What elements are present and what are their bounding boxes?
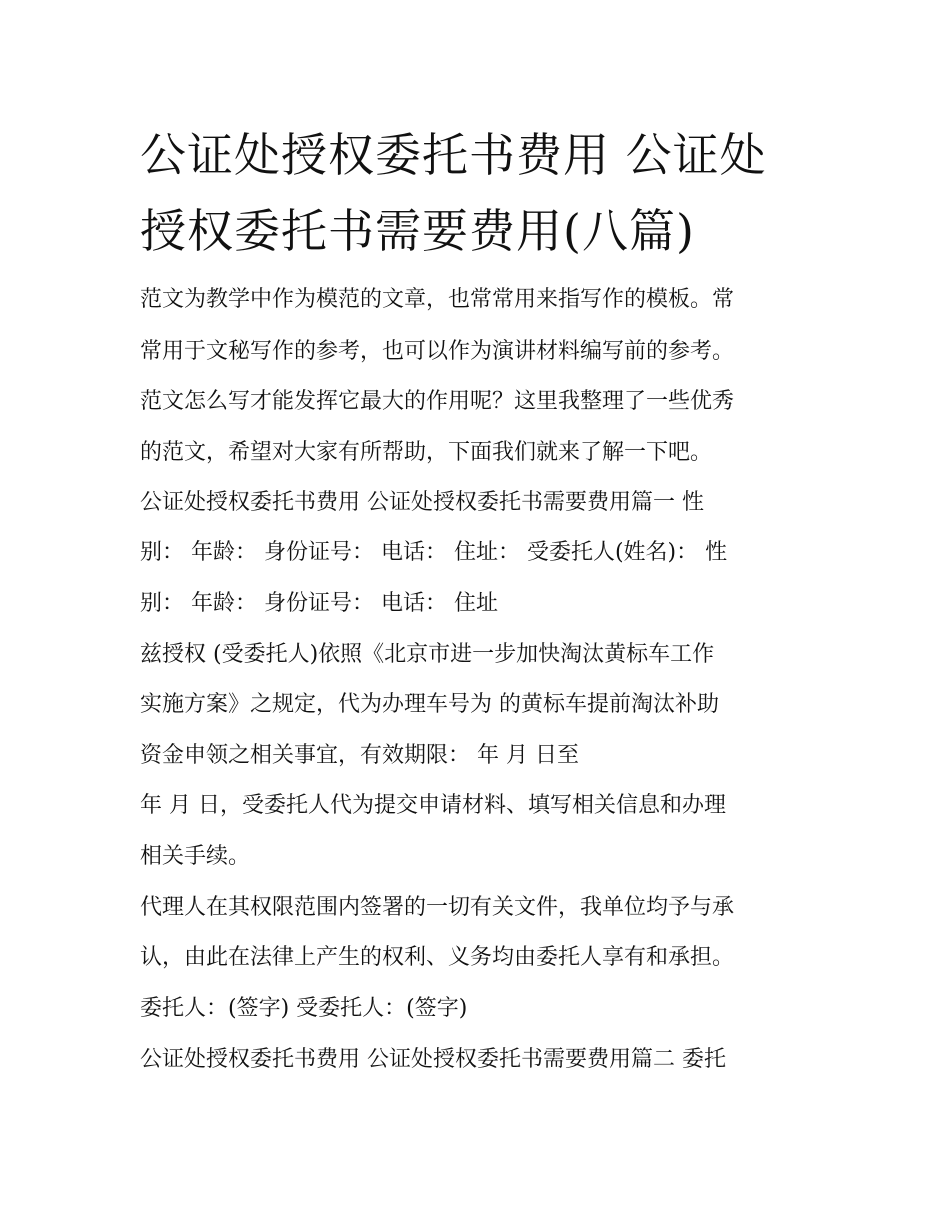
paragraph-line: 委托人：(签字) 受委托人：(签字) [140,996,468,1021]
document-title [140,117,820,269]
paragraph-line: 资金申领之相关事宜，有效期限： 年 月 日至 [140,743,579,768]
paragraph-line: 相关手续。 [140,844,251,869]
paragraph-line: 范文为教学中作为模范的文章，也常常用来指写作的模板。常 [140,287,735,312]
title-line-2: 授权委托书需要费用(八篇) [140,204,695,258]
paragraph-line: 的范文，希望对大家有所帮助，下面我们就来了解一下吧。 [140,440,713,465]
paragraph-line: 实施方案》之规定，代为办理车号为 的黄标车提前淘汰补助 [140,692,719,717]
paragraph-line: 兹授权 (受委托人)依照《北京市进一步加快淘汰黄标车工作 [140,642,715,667]
title-line-1: 公证处授权委托书费用 公证处 [140,128,767,182]
paragraph-line: 公证处授权委托书费用 公证处授权委托书需要费用篇一 性 [140,490,704,515]
paragraph-line: 别： 年龄： 身份证号： 电话： 住址： 受委托人(姓名)： 性 [140,540,728,565]
paragraph-line: 别： 年龄： 身份证号： 电话： 住址 [140,591,498,616]
paragraph-line: 代理人在其权限范围内签署的一切有关文件，我单位均予与承 [140,895,735,920]
paragraph-line: 公证处授权委托书费用 公证处授权委托书需要费用篇二 委托 [140,1047,726,1072]
paragraph-line: 常用于文秘写作的参考，也可以作为演讲材料编写前的参考。 [140,339,735,364]
paragraph-line: 年 月 日，受委托人代为提交申请材料、填写相关信息和办理 [140,793,726,818]
paragraph-line: 范文怎么写才能发挥它最大的作用呢？这里我整理了一些优秀 [140,389,735,414]
paragraph-line: 认，由此在法律上产生的权利、义务均由委托人享有和承担。 [140,945,735,970]
